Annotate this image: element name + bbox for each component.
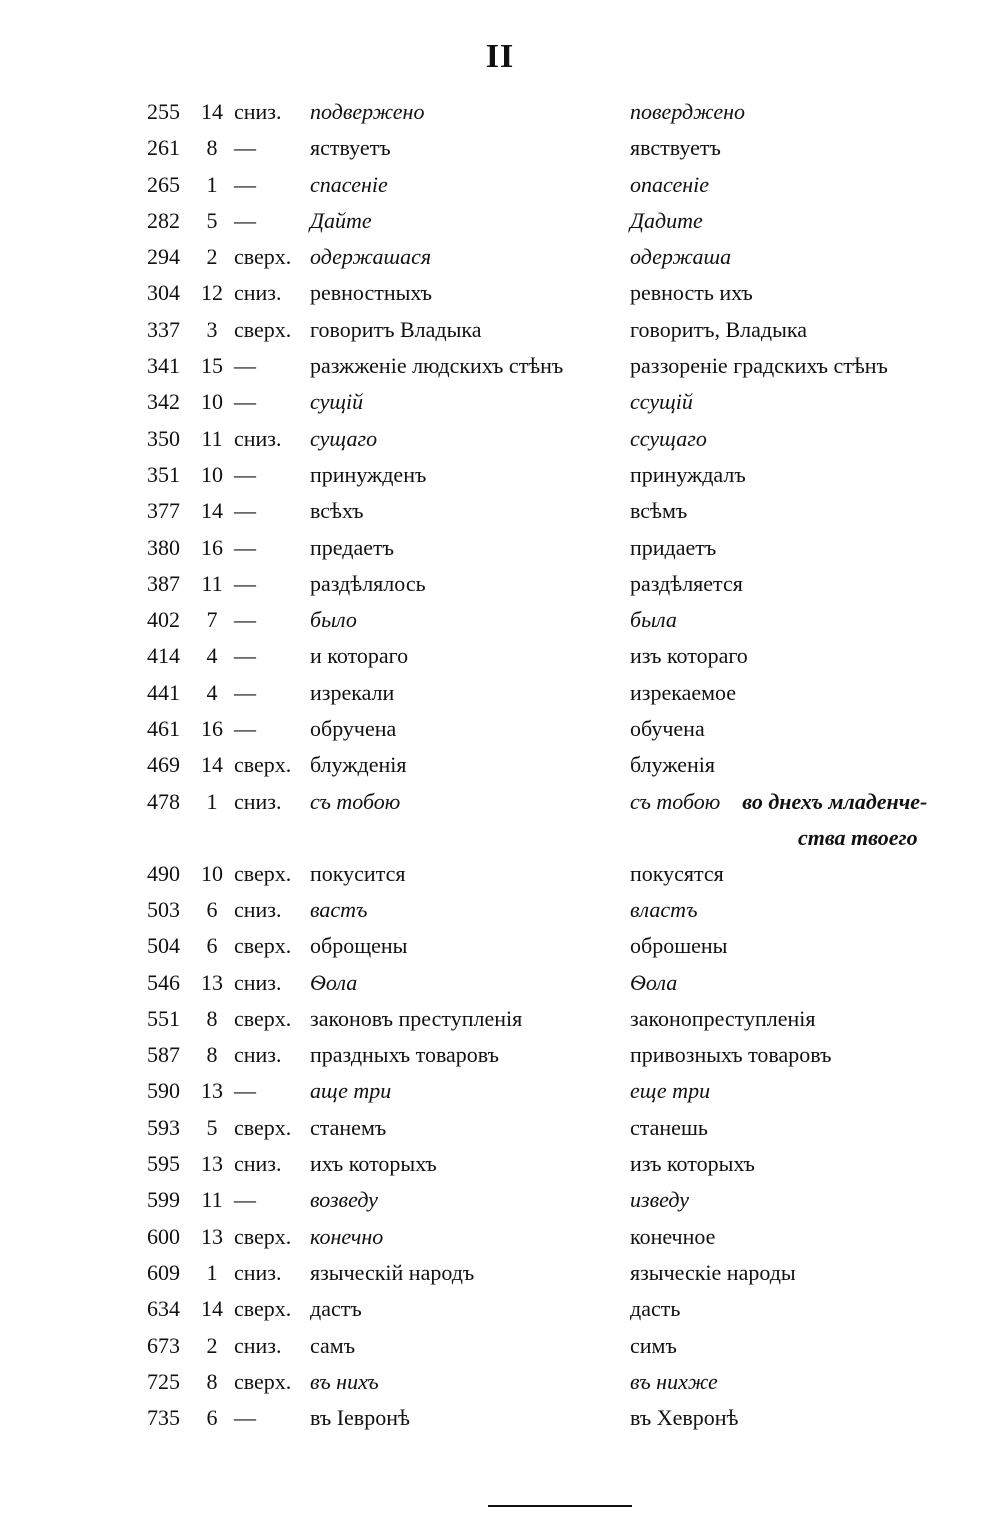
page-ref: 735 — [147, 1405, 180, 1431]
page-ref: 469 — [147, 752, 180, 778]
errata-row — [0, 1364, 1000, 1400]
page-ref: 265 — [147, 171, 180, 197]
corrected-text: оброшены — [630, 933, 728, 959]
line-position: сверх. — [234, 1296, 292, 1322]
errata-row — [0, 711, 1000, 747]
errata-row — [0, 1219, 1000, 1255]
line-position: сверх. — [234, 752, 292, 778]
erroneous-text: подвержено — [310, 99, 425, 124]
bottom-rule — [488, 1505, 632, 1507]
line-position: сниз. — [234, 1151, 282, 1177]
page-ref: 337 — [147, 316, 180, 342]
errata-row — [0, 384, 1000, 420]
erroneous-text: яствуетъ — [310, 135, 391, 161]
line-ref: 6 — [206, 933, 218, 959]
line-position: — — [234, 353, 256, 379]
corrected-text: Ѳола — [630, 969, 678, 995]
line-ref: 1 — [206, 1259, 218, 1285]
page-ref: 255 — [147, 99, 180, 124]
errata-row — [0, 1182, 1000, 1218]
corrected-text: изведу — [630, 1187, 689, 1213]
line-ref: 8 — [206, 1042, 218, 1068]
errata-row — [0, 675, 1000, 711]
line-ref: 15 — [201, 353, 223, 379]
corrected-text-extra: во днехъ младенче- — [742, 788, 928, 814]
page-ref: 441 — [147, 679, 180, 705]
erroneous-text: и котораго — [310, 643, 409, 669]
errata-row — [0, 348, 1000, 384]
page-ref: 304 — [147, 280, 180, 306]
line-ref: 13 — [201, 1078, 223, 1104]
line-position: сниз. — [234, 969, 282, 995]
corrected-text: блуженія — [630, 752, 716, 778]
line-ref: 6 — [206, 896, 218, 922]
page-ref: 504 — [147, 933, 180, 959]
corrected-text: дасть — [630, 1296, 681, 1322]
erroneous-text: ихъ которыхъ — [310, 1151, 437, 1177]
page-ref: 294 — [147, 244, 180, 270]
corrected-text: раздѣляется — [630, 570, 743, 596]
line-ref: 13 — [201, 1151, 223, 1177]
corrected-text: въ нихже — [630, 1368, 718, 1394]
page-ref: 387 — [147, 570, 180, 596]
line-position: — — [234, 135, 256, 161]
line-position: сниз. — [234, 1332, 282, 1358]
line-position: сниз. — [234, 425, 282, 451]
errata-row — [0, 856, 1000, 892]
erroneous-text: изрекали — [310, 679, 395, 705]
corrected-text: властъ — [630, 896, 698, 922]
errata-row — [0, 747, 1000, 783]
corrected-text: въ Хевронѣ — [630, 1405, 739, 1431]
corrected-text: изрекаемое — [630, 679, 737, 705]
line-position: — — [234, 679, 256, 705]
line-ref: 6 — [206, 1405, 218, 1431]
erroneous-text: обручена — [310, 716, 397, 742]
line-position: сниз. — [234, 896, 282, 922]
erroneous-text: всѣхъ — [310, 498, 364, 524]
line-ref: 4 — [206, 679, 218, 705]
corrected-text: явствуетъ — [630, 135, 721, 161]
corrected-text: ревность ихъ — [630, 280, 753, 306]
erroneous-text: разжженіе людскихъ стѣнъ — [310, 353, 564, 379]
erroneous-text: языческій народъ — [310, 1259, 475, 1285]
erroneous-text: оброщены — [310, 933, 408, 959]
erroneous-text: раздѣлялось — [310, 570, 426, 596]
erroneous-text: было — [310, 607, 357, 633]
erroneous-text: блужденія — [310, 752, 407, 778]
erroneous-text: сущій — [310, 389, 364, 415]
erroneous-text: станемъ — [310, 1114, 387, 1140]
errata-row — [0, 239, 1000, 275]
errata-row — [0, 1291, 1000, 1327]
line-position: — — [234, 389, 256, 415]
errata-row — [0, 275, 1000, 311]
line-position: — — [234, 171, 256, 197]
corrected-text: всѣмъ — [630, 498, 688, 524]
page-ref: 587 — [147, 1042, 180, 1068]
corrected-text: одержаша — [630, 244, 732, 270]
errata-row — [0, 203, 1000, 239]
line-position: — — [234, 1187, 256, 1213]
line-ref: 7 — [206, 607, 218, 633]
corrected-text: законопреступленія — [630, 1005, 816, 1031]
corrected-text: поверджено — [630, 99, 746, 124]
page-ref: 402 — [147, 607, 180, 633]
line-position: — — [234, 1078, 256, 1104]
line-ref: 8 — [206, 135, 218, 161]
line-position: сверх. — [234, 316, 292, 342]
line-position: — — [234, 498, 256, 524]
corrected-text: симъ — [630, 1332, 677, 1358]
line-ref: 11 — [201, 425, 223, 451]
page-ref: 351 — [147, 461, 180, 487]
line-ref: 4 — [206, 643, 218, 669]
errata-row — [0, 638, 1000, 674]
page-ref: 599 — [147, 1187, 180, 1213]
erroneous-text: праздныхъ товаровъ — [310, 1042, 500, 1068]
line-position: сниз. — [234, 99, 282, 124]
corrected-text: была — [630, 607, 677, 633]
erroneous-text: аще три — [310, 1078, 392, 1104]
page-ref: 414 — [147, 643, 180, 669]
page-ref: 461 — [147, 716, 180, 742]
erroneous-text: дастъ — [310, 1296, 362, 1322]
errata-row — [0, 1328, 1000, 1364]
erroneous-text: предаетъ — [310, 534, 394, 560]
errata-table — [0, 94, 1000, 1436]
page-ref: 342 — [147, 389, 180, 415]
page-ref: 546 — [147, 969, 180, 995]
line-ref: 14 — [201, 99, 223, 124]
line-position: — — [234, 207, 256, 233]
line-position: сверх. — [234, 933, 292, 959]
line-position: — — [234, 607, 256, 633]
corrected-text-continuation: ства твоего — [798, 824, 918, 850]
errata-row — [0, 566, 1000, 602]
line-ref: 8 — [206, 1368, 218, 1394]
erroneous-text: ревностныхъ — [310, 280, 432, 306]
errata-row — [0, 421, 1000, 457]
corrected-text: съ тобою во днехъ младенче- — [630, 788, 928, 814]
errata-row — [0, 1001, 1000, 1037]
line-position: сниз. — [234, 1259, 282, 1285]
line-position: — — [234, 570, 256, 596]
line-position: сверх. — [234, 244, 292, 270]
line-position: сверх. — [234, 1223, 292, 1249]
errata-row — [0, 167, 1000, 203]
erroneous-text: возведу — [310, 1187, 378, 1213]
line-ref: 11 — [201, 1187, 223, 1213]
corrected-text: языческіе народы — [630, 1259, 796, 1285]
errata-row — [0, 1037, 1000, 1073]
errata-row — [0, 1400, 1000, 1436]
erroneous-text: Ѳола — [310, 969, 358, 995]
errata-row — [0, 965, 1000, 1001]
erroneous-text: конечно — [310, 1223, 384, 1249]
page-ref: 261 — [147, 135, 180, 161]
page-ref: 282 — [147, 207, 180, 233]
page-ref: 673 — [147, 1332, 180, 1358]
line-position: сверх. — [234, 1368, 292, 1394]
erroneous-text: говоритъ Владыка — [310, 316, 482, 342]
page-ref: 503 — [147, 896, 180, 922]
errata-row — [0, 1073, 1000, 1109]
line-position: сверх. — [234, 1005, 292, 1031]
errata-row — [0, 457, 1000, 493]
line-ref: 10 — [201, 461, 223, 487]
line-ref: 13 — [201, 969, 223, 995]
line-position: сверх. — [234, 860, 292, 886]
errata-row — [0, 602, 1000, 638]
line-ref: 1 — [206, 171, 218, 197]
corrected-text: ссущій — [630, 389, 693, 415]
page-ref: 590 — [147, 1078, 180, 1104]
corrected-text: изъ котораго — [630, 643, 748, 669]
page-ref: 341 — [147, 353, 180, 379]
errata-row — [0, 130, 1000, 166]
line-position: — — [234, 1405, 256, 1431]
errata-row — [0, 530, 1000, 566]
line-ref: 5 — [206, 207, 218, 233]
errata-row — [0, 94, 1000, 130]
line-position: сниз. — [234, 280, 282, 306]
line-ref: 16 — [201, 534, 223, 560]
line-ref: 2 — [206, 244, 218, 270]
errata-row — [0, 493, 1000, 529]
erroneous-text: законовъ преступленія — [310, 1005, 523, 1031]
erroneous-text: съ тобою — [310, 788, 401, 814]
page-ref: 490 — [147, 860, 180, 886]
corrected-text: раззореніе градскихъ стѣнъ — [630, 353, 888, 379]
line-position: — — [234, 461, 256, 487]
page-number: II — [485, 38, 515, 75]
line-ref: 8 — [206, 1005, 218, 1031]
line-ref: 5 — [206, 1114, 218, 1140]
corrected-text: ссущаго — [630, 425, 707, 451]
corrected-text: обучена — [630, 716, 705, 742]
page-ref: 609 — [147, 1259, 180, 1285]
corrected-text: опасеніе — [630, 171, 710, 197]
line-position: сниз. — [234, 1042, 282, 1068]
errata-row — [0, 1110, 1000, 1146]
erroneous-text: въ нихъ — [310, 1368, 379, 1394]
corrected-text: изъ которыхъ — [630, 1151, 755, 1177]
line-ref: 13 — [201, 1223, 223, 1249]
line-ref: 14 — [201, 752, 223, 778]
line-ref: 14 — [201, 498, 223, 524]
corrected-text: принуждалъ — [630, 461, 746, 487]
page-ref: 634 — [147, 1296, 180, 1322]
erroneous-text: самъ — [310, 1332, 356, 1358]
line-ref: 12 — [201, 280, 223, 306]
errata-row — [0, 312, 1000, 348]
corrected-text: Дадите — [630, 207, 703, 233]
line-position: — — [234, 534, 256, 560]
corrected-text: покусятся — [630, 860, 724, 886]
page-ref: 593 — [147, 1114, 180, 1140]
errata-row — [0, 1146, 1000, 1182]
line-position: — — [234, 643, 256, 669]
erroneous-text: Дайте — [310, 207, 372, 233]
errata-row — [0, 1255, 1000, 1291]
corrected-text: станешь — [630, 1114, 708, 1140]
page-ref: 595 — [147, 1151, 180, 1177]
line-ref: 3 — [206, 316, 218, 342]
erroneous-text: сущаго — [310, 425, 378, 451]
corrected-text: привозныхъ товаровъ — [630, 1042, 832, 1068]
erroneous-text: принужденъ — [310, 461, 427, 487]
corrected-text: конечное — [630, 1223, 716, 1249]
page-ref: 478 — [147, 788, 180, 814]
line-position: сниз. — [234, 788, 282, 814]
page-ref: 380 — [147, 534, 180, 560]
page-ref: 350 — [147, 425, 180, 451]
erroneous-text: въ Іевронѣ — [310, 1405, 410, 1431]
erroneous-text: спасеніе — [310, 171, 388, 197]
erroneous-text: одержашася — [310, 244, 432, 270]
page-ref: 551 — [147, 1005, 180, 1031]
line-ref: 2 — [206, 1332, 218, 1358]
errata-row — [0, 928, 1000, 964]
corrected-text: еще три — [630, 1078, 711, 1104]
line-position: сверх. — [234, 1114, 292, 1140]
line-ref: 1 — [206, 788, 218, 814]
corrected-text: придаетъ — [630, 534, 717, 560]
line-ref: 11 — [201, 570, 223, 596]
page-ref: 725 — [147, 1368, 180, 1394]
page-ref: 600 — [147, 1223, 180, 1249]
line-ref: 16 — [201, 716, 223, 742]
line-ref: 10 — [201, 389, 223, 415]
errata-row — [0, 892, 1000, 928]
page-ref: 377 — [147, 498, 180, 524]
line-position: — — [234, 716, 256, 742]
errata-row — [0, 784, 1000, 856]
corrected-text: говоритъ, Владыка — [630, 316, 807, 342]
line-ref: 14 — [201, 1296, 223, 1322]
erroneous-text: покусится — [310, 860, 406, 886]
erroneous-text: вастъ — [310, 896, 368, 922]
line-ref: 10 — [201, 860, 223, 886]
